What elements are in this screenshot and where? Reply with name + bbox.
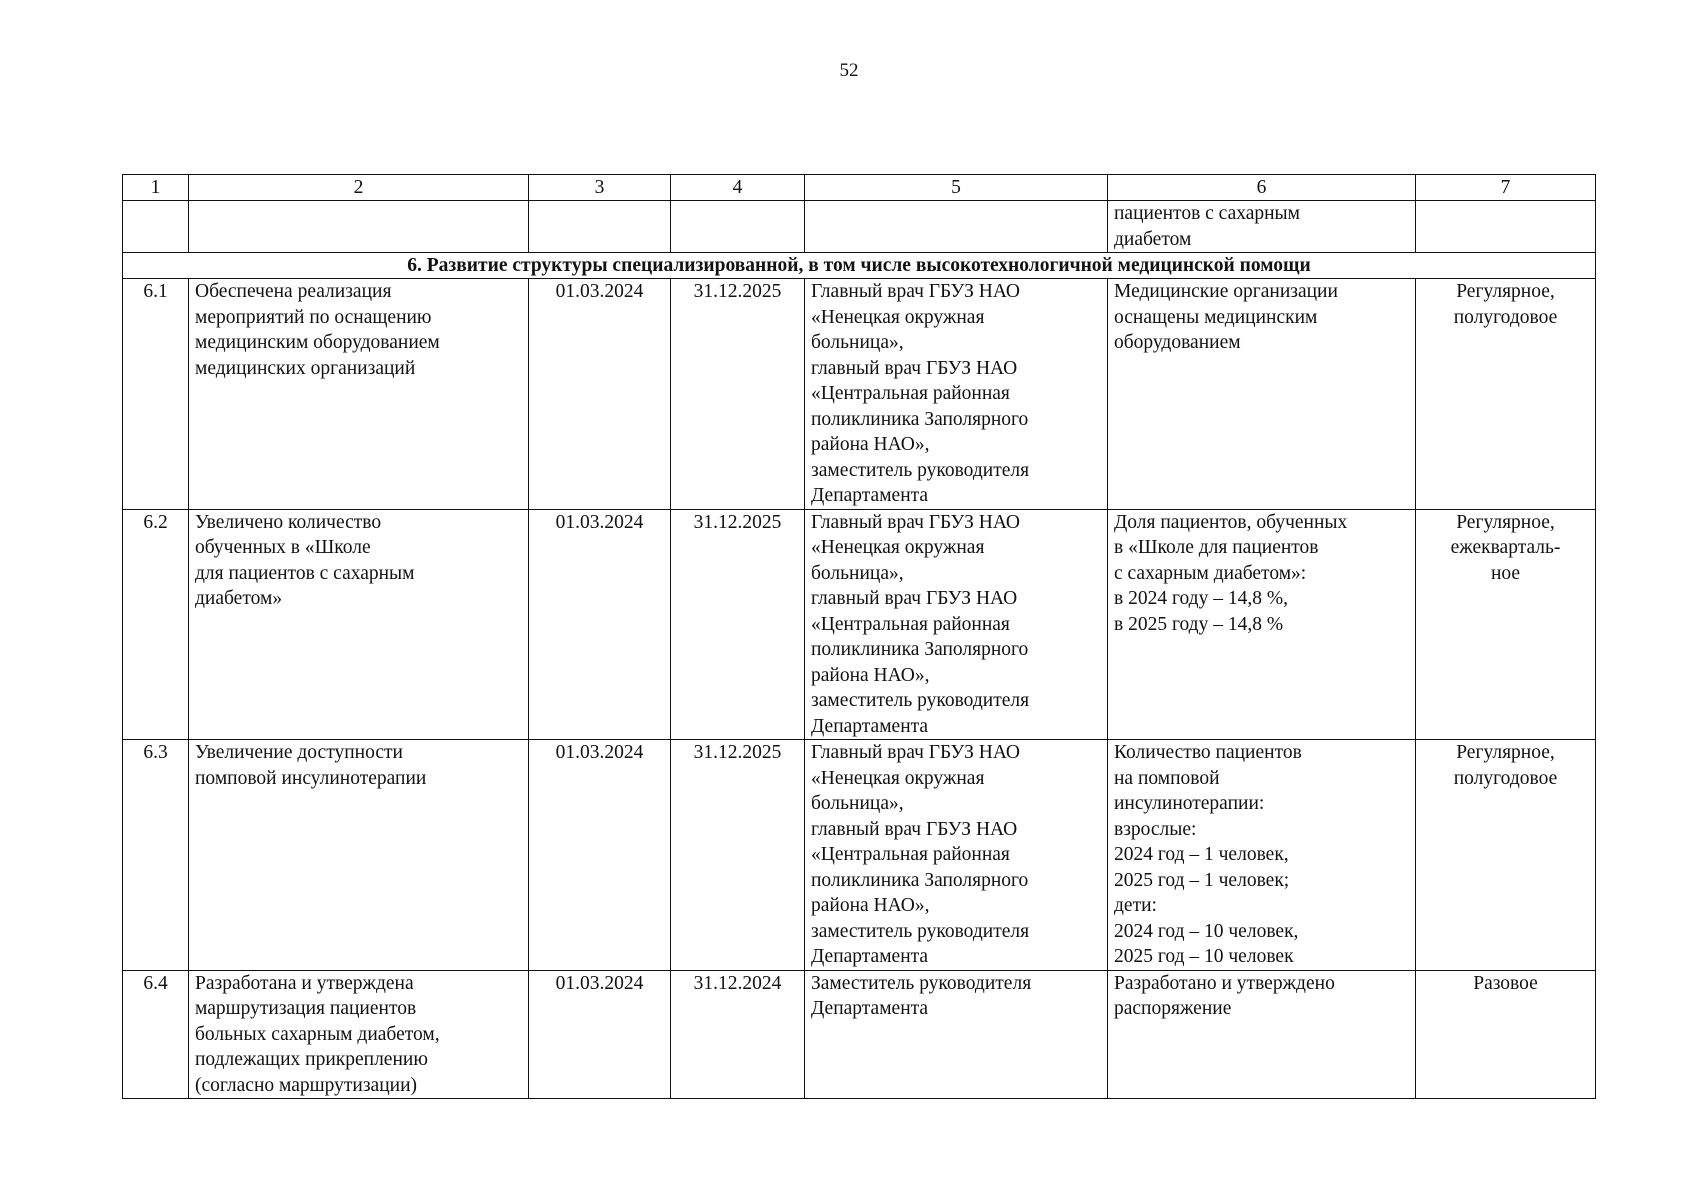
table-row — [123, 970, 1596, 1099]
text-line: диабетом — [1114, 228, 1192, 250]
result-cell — [1108, 970, 1416, 1099]
text-line: мероприятий по оснащению — [195, 306, 432, 328]
responsible-cell — [805, 509, 1108, 740]
text-line: в 2025 году – 14,8 % — [1114, 613, 1284, 635]
text-line: диабетом» — [195, 588, 283, 609]
text-line: ное — [1490, 562, 1521, 584]
text-line: «Ненецкая окружная — [811, 767, 985, 789]
text-line: Департамента — [811, 715, 929, 737]
text-line: обученных в «Школе — [195, 537, 371, 558]
column-number: 1 — [123, 175, 189, 201]
text-line: Департамента — [811, 946, 929, 967]
page-number: 52 — [839, 60, 859, 81]
text-line: Главный врач ГБУЗ НАО — [811, 742, 1021, 763]
event-cell — [189, 970, 529, 1099]
text-line: дети: — [1114, 895, 1157, 916]
text-line: Департамента — [811, 485, 929, 506]
action-plan-table — [122, 174, 1596, 1099]
text-line: «Центральная районная — [811, 383, 1010, 404]
result-cell — [1108, 279, 1416, 510]
text-line: поликлиника Заполярного — [811, 869, 1029, 891]
row-number: 6.4 — [123, 970, 189, 1099]
row-number: 6.2 — [123, 509, 189, 740]
responsible-cell — [805, 279, 1108, 510]
empty-cell — [805, 201, 1108, 253]
text-line: Регулярное, — [1456, 281, 1555, 302]
responsible-cell — [805, 740, 1108, 971]
section-row — [123, 253, 1596, 279]
end-date: 31.12.2024 — [671, 970, 805, 1099]
empty-cell — [123, 201, 189, 253]
row-number: 6.3 — [123, 740, 189, 971]
text-line: района НАО», — [811, 895, 930, 916]
text-line: заместитель руководителя — [811, 690, 1030, 711]
row-number: 6.1 — [123, 279, 189, 510]
text-line: 2025 год – 1 человек; — [1114, 869, 1290, 891]
text-line: «Ненецкая окружная — [811, 537, 985, 558]
text-line: Главный врач ГБУЗ НАО — [811, 511, 1021, 533]
periodicity-cell — [1416, 509, 1596, 740]
text-line: Разовое — [1473, 972, 1538, 994]
text-line: главный врач ГБУЗ НАО — [811, 357, 1018, 379]
text-line: Департамента — [811, 998, 929, 1019]
column-number: 3 — [529, 175, 671, 201]
column-number: 2 — [189, 175, 529, 201]
continuation-row — [123, 201, 1596, 253]
column-number: 6 — [1108, 175, 1416, 201]
text-line: больница», — [811, 793, 904, 814]
text-line: 2025 год – 10 человек — [1114, 946, 1294, 967]
text-line: «Центральная районная — [811, 844, 1010, 865]
column-number: 7 — [1416, 175, 1596, 201]
start-date: 01.03.2024 — [529, 740, 671, 971]
table-row — [123, 509, 1596, 740]
text-line: главный врач ГБУЗ НАО — [811, 818, 1018, 840]
text-line: медицинским оборудованием — [195, 332, 440, 353]
column-number-row — [123, 175, 1596, 201]
text-line: Заместитель руководителя — [811, 972, 1032, 994]
text-line: для пациентов с сахарным — [195, 562, 415, 584]
text-line: Количество пациентов — [1114, 742, 1302, 763]
column-number: 5 — [805, 175, 1108, 201]
text-line: района НАО», — [811, 664, 930, 686]
table-row — [123, 279, 1596, 510]
empty-cell — [1416, 201, 1596, 253]
text-line: больница», — [811, 332, 904, 353]
text-line: заместитель руководителя — [811, 459, 1030, 481]
text-line: полугодовое — [1453, 306, 1558, 328]
text-line: Увеличено количество — [195, 511, 382, 533]
text-line: Медицинские организации — [1114, 281, 1338, 302]
empty-cell — [529, 201, 671, 253]
text-line: больных сахарным диабетом, — [195, 1023, 440, 1045]
text-line: взрослые: — [1114, 818, 1197, 840]
text-line: Регулярное, — [1456, 742, 1555, 763]
text-line: больница», — [811, 562, 904, 584]
text-line: распоряжение — [1114, 998, 1232, 1019]
result-cell — [1108, 740, 1416, 971]
start-date: 01.03.2024 — [529, 509, 671, 740]
text-line: «Ненецкая окружная — [811, 306, 985, 328]
text-line: Разработана и утверждена — [195, 972, 414, 994]
text-line: 2024 год – 1 человек, — [1114, 844, 1289, 865]
text-line: с сахарным диабетом»: — [1114, 562, 1307, 584]
text-line: Обеспечена реализация — [195, 281, 392, 302]
text-line: 2024 год – 10 человек, — [1114, 920, 1299, 942]
text-line: Разработано и утверждено — [1114, 972, 1335, 994]
empty-cell — [671, 201, 805, 253]
event-cell — [189, 279, 529, 510]
text-line: Регулярное, — [1456, 511, 1555, 533]
text-line: в «Школе для пациентов — [1114, 537, 1319, 558]
end-date: 31.12.2025 — [671, 740, 805, 971]
text-line: ежекварталь- — [1450, 537, 1561, 558]
event-cell — [189, 740, 529, 971]
text-line: (согласно маршрутизации) — [195, 1074, 417, 1096]
text-line: района НАО», — [811, 434, 930, 455]
result-cell — [1108, 509, 1416, 740]
text-line: на помповой — [1114, 767, 1220, 789]
text-line: маршрутизация пациентов — [195, 998, 417, 1019]
text-line: в 2024 году – 14,8 %, — [1114, 588, 1288, 609]
text-line: пациентов с сахарным — [1114, 203, 1301, 224]
start-date: 01.03.2024 — [529, 279, 671, 510]
empty-cell — [189, 201, 529, 253]
result-cell — [1108, 201, 1416, 253]
text-line: поликлиника Заполярного — [811, 639, 1029, 660]
periodicity-cell — [1416, 740, 1596, 971]
text-line: подлежащих прикреплению — [195, 1049, 428, 1070]
text-line: инсулинотерапии: — [1114, 793, 1265, 814]
text-line: помповой инсулинотерапии — [195, 767, 427, 789]
text-line: полугодовое — [1453, 767, 1558, 789]
section-title: 6. Развитие структуры специализированной, в том числе высокотехнологичной медицинской помощи — [123, 253, 1596, 279]
text-line: оборудованием — [1114, 332, 1241, 353]
event-cell — [189, 509, 529, 740]
end-date: 31.12.2025 — [671, 279, 805, 510]
column-number: 4 — [671, 175, 805, 201]
text-line: Главный врач ГБУЗ НАО — [811, 281, 1021, 302]
text-line: поликлиника Заполярного — [811, 408, 1029, 430]
text-line: заместитель руководителя — [811, 920, 1030, 942]
table-row — [123, 740, 1596, 971]
text-line: Увеличение доступности — [195, 742, 403, 763]
start-date: 01.03.2024 — [529, 970, 671, 1099]
text-line: Доля пациентов, обученных — [1114, 511, 1348, 533]
text-line: главный врач ГБУЗ НАО — [811, 588, 1018, 609]
text-line: оснащены медицинским — [1114, 306, 1318, 328]
text-line: медицинских организаций — [195, 357, 416, 379]
periodicity-cell — [1416, 279, 1596, 510]
text-line: «Центральная районная — [811, 613, 1010, 635]
responsible-cell — [805, 970, 1108, 1099]
periodicity-cell — [1416, 970, 1596, 1099]
end-date: 31.12.2025 — [671, 509, 805, 740]
